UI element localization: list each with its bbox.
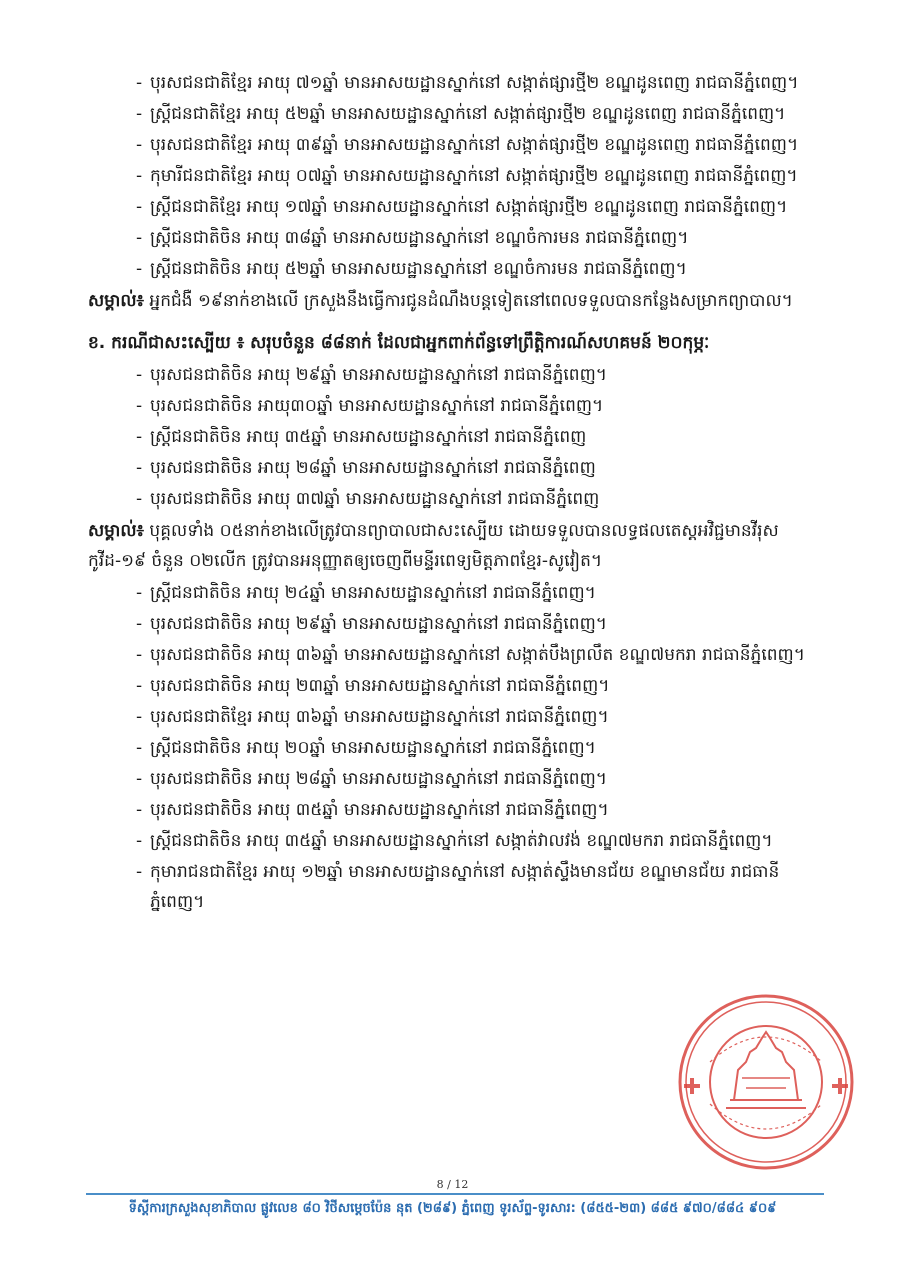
list-item [88,764,828,794]
list-item [88,391,828,421]
bullet-dash: - [136,396,143,416]
note-2 [88,516,828,576]
list-item [88,130,828,160]
list-item [88,484,828,514]
patient-list-section-1 [88,68,828,284]
list-item [88,422,828,452]
bullet-dash: - [136,738,143,758]
list-item-text: បុរសជនជាតិចិន អាយុ ២៨ឆ្នាំ មានអាសយដ្ឋានស្នាក់នៅ រាជធានីភ្នំពេញ [150,458,596,478]
note-1 [88,286,828,316]
document-body [88,68,828,918]
note-text: បុគ្គលទាំង ០៥នាក់ខាងលើត្រូវបានព្យាបាលជាសះស្បើយ ដោយទទួលបានលទ្ធផលតេស្តអវិជ្ជមានវីរុស កូវីដ-១៩ ចំនួន ០២លើក ត្រូវបានអនុញ្ញាតឲ្យចេញពីមន្ទីរពេទ្យមិត្តភាពខ្មែរ-សូវៀត។ [88,521,779,571]
list-item [88,640,828,670]
list-item-text: ស្ត្រីជនជាតិចិន អាយុ ២០ឆ្នាំ មានអាសយដ្ឋានស្នាក់នៅ រាជធានីភ្នំពេញ។ [150,738,596,758]
list-item-text: បុរសជនជាតិចិន អាយុ ២៩ឆ្នាំ មានអាសយដ្ឋានស្នាក់នៅ រាជធានីភ្នំពេញ។ [150,365,607,385]
bullet-dash: - [136,228,143,248]
bullet-dash: - [136,427,143,447]
bullet-dash: - [136,676,143,696]
page-number: 8 / 12 [436,1178,469,1191]
list-item-text: ស្ត្រីជនជាតិខ្មែរ អាយុ ៥២ឆ្នាំ មានអាសយដ្ឋានស្នាក់នៅ សង្កាត់ផ្សារថ្មី២ ខណ្ឌដូនពេញ រាជធានីភ្នំពេញ។ [150,104,786,124]
list-item [88,223,828,253]
bullet-dash: - [136,458,143,478]
recovered-list-section-2 [88,360,828,514]
bullet-dash: - [136,135,143,155]
bullet-dash: - [136,365,143,385]
bullet-dash: - [136,645,143,665]
bullet-dash: - [136,831,143,851]
note-label: សម្គាល់៖ [88,521,145,541]
bullet-dash: - [136,614,143,634]
list-item-text: បុរសជនជាតិចិន អាយុ ២៩ឆ្នាំ មានអាសយដ្ឋានស្នាក់នៅ រាជធានីភ្នំពេញ។ [150,614,607,634]
note-text: អ្នកជំងឺ ១៩នាក់ខាងលើ ក្រសួងនឹងធ្វើការជូនដំណឹងបន្តទៀតនៅពេលទទួលបានកន្លែងសម្រាកព្យាបាល។ [144,291,793,311]
official-seal-icon [676,992,856,1172]
list-item-text: ស្ត្រីជនជាតិចិន អាយុ ៣៥ឆ្នាំ មានអាសយដ្ឋានស្នាក់នៅ រាជធានីភ្នំពេញ [150,427,587,447]
bullet-dash: - [136,166,143,186]
list-item-text: កុមារីជនជាតិខ្មែរ អាយុ ០៧ឆ្នាំ មានអាសយដ្ឋានស្នាក់នៅ សង្កាត់ផ្សារថ្មី២ ខណ្ឌដូនពេញ រាជធានីភ្នំពេញ។ [150,166,798,186]
list-item-text: កុមារាជនជាតិខ្មែរ អាយុ ១២ឆ្នាំ មានអាសយដ្ឋានស្នាក់នៅ សង្កាត់ស្ទឹងមានជ័យ ខណ្ឌមានជ័យ រាជធានីភ្នំពេញ។ [150,862,780,912]
list-item [88,192,828,222]
bullet-dash: - [136,104,143,124]
list-item [88,733,828,763]
list-item-text: បុរសជនជាតិចិន អាយុ ៣៦ឆ្នាំ មានអាសយដ្ឋានស្នាក់នៅ សង្កាត់បឹងព្រលឹត ខណ្ឌ៧មករា រាជធានីភ្នំពេញ។ [150,645,805,665]
list-item [88,360,828,390]
list-item [88,68,828,98]
bullet-dash: - [136,707,143,727]
list-item [88,826,828,856]
footer-address: ទីស្តីការក្រសួងសុខាភិបាល ផ្លូវលេខ ៨០ វិថីសម្ដេចប៉ែន នុត (២៨៩) ភ្នំពេញ ទូរស័ព្ទ-ទូរសារ: (៨៥៥-២៣) ៨៨៥ ៩៧០/៨៨៤ ៩០៩ [128,1201,777,1216]
list-item [88,161,828,191]
list-item-text: បុរសជនជាតិចិន អាយុ៣០ឆ្នាំ មានអាសយដ្ឋានស្នាក់នៅ រាជធានីភ្នំពេញ។ [150,396,604,416]
bullet-dash: - [136,583,143,603]
section-2-heading: ខ. ករណីជាសះស្បើយ ៖ សរុបចំនួន ៨៨នាក់ ដែលជាអ្នកពាក់ព័ន្ធទៅព្រឹត្តិការណ៍សហគមន៍ ២០កុម្ភៈ [88,333,710,353]
bullet-dash: - [136,489,143,509]
bullet-dash: - [136,73,143,93]
list-item-text: ស្ត្រីជនជាតិចិន អាយុ ៣៨ឆ្នាំ មានអាសយដ្ឋានស្នាក់នៅ ខណ្ឌចំការមន រាជធានីភ្នំពេញ។ [150,228,689,248]
list-item-text: បុរសជនជាតិចិន អាយុ ៣៧ឆ្នាំ មានអាសយដ្ឋានស្នាក់នៅ រាជធានីភ្នំពេញ [150,489,600,509]
bullet-dash: - [136,862,143,882]
list-item [88,609,828,639]
list-item-text: ស្ត្រីជនជាតិចិន អាយុ ៥២ឆ្នាំ មានអាសយដ្ឋានស្នាក់នៅ ខណ្ឌចំការមន រាជធានីភ្នំពេញ។ [150,259,687,279]
note-label: សម្គាល់៖ [88,291,145,311]
list-item [88,254,828,284]
list-item-text: បុរសជនជាតិចិន អាយុ ២៨ឆ្នាំ មានអាសយដ្ឋានស្នាក់នៅ រាជធានីភ្នំពេញ។ [150,769,607,789]
list-item [88,671,828,701]
list-item [88,857,828,917]
list-item-text: បុរសជនជាតិចិន អាយុ ២៣ឆ្នាំ មានអាសយដ្ឋានស្នាក់នៅ រាជធានីភ្នំពេញ។ [150,676,610,696]
bullet-dash: - [136,769,143,789]
bullet-dash: - [136,800,143,820]
list-item [88,795,828,825]
list-item-text: ស្ត្រីជនជាតិខ្មែរ អាយុ ១៧ឆ្នាំ មានអាសយដ្ឋានស្នាក់នៅ សង្កាត់ផ្សារថ្មី២ ខណ្ឌដូនពេញ រាជធានីភ្នំពេញ។ [150,197,788,217]
list-item [88,702,828,732]
list-item-text: បុរសជនជាតិខ្មែរ អាយុ ៣៦ឆ្នាំ មានអាសយដ្ឋានស្នាក់នៅ រាជធានីភ្នំពេញ។ [150,707,609,727]
list-item-text: បុរសជនជាតិខ្មែរ អាយុ ៧១ឆ្នាំ មានអាសយដ្ឋានស្នាក់នៅ សង្កាត់ផ្សារថ្មី២ ខណ្ឌដូនពេញ រាជធានីភ្នំពេញ។ [150,73,799,93]
list-item [88,99,828,129]
list-item-text: ស្ត្រីជនជាតិចិន អាយុ ២៤ឆ្នាំ មានអាសយដ្ឋានស្នាក់នៅ រាជធានីភ្នំពេញ។ [150,583,596,603]
list-item-text: បុរសជនជាតិខ្មែរ អាយុ ៣៩ឆ្នាំ មានអាសយដ្ឋានស្នាក់នៅ សង្កាត់ផ្សារថ្មី២ ខណ្ឌដូនពេញ រាជធានីភ្នំពេញ។ [150,135,799,155]
bullet-dash: - [136,197,143,217]
bullet-dash: - [136,259,143,279]
list-item [88,578,828,608]
list-item-text: បុរសជនជាតិចិន អាយុ ៣៥ឆ្នាំ មានអាសយដ្ឋានស្នាក់នៅ រាជធានីភ្នំពេញ។ [150,800,609,820]
recovered-list-section-3 [88,578,828,917]
list-item [88,453,828,483]
footer-divider [86,1193,824,1195]
list-item-text: ស្ត្រីជនជាតិចិន អាយុ ៣៥ឆ្នាំ មានអាសយដ្ឋានស្នាក់នៅ សង្កាត់វាលវង់ ខណ្ឌ៧មករា រាជធានីភ្នំពេញ។ [150,831,773,851]
